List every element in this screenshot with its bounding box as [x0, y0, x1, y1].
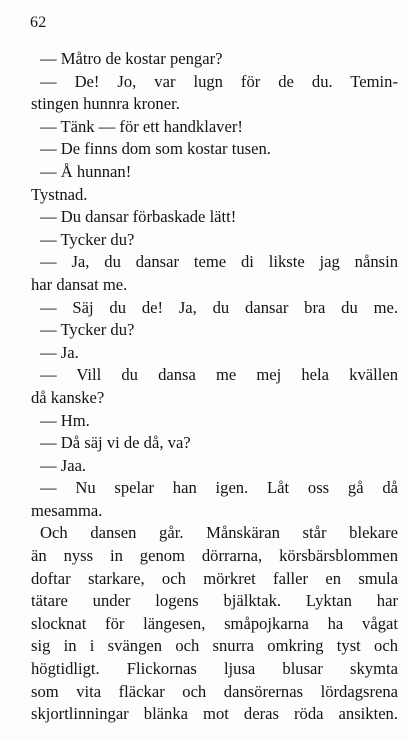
text-line: — Tycker du?: [40, 320, 135, 340]
text-line: — Du dansar förbaskade lätt!: [40, 207, 237, 227]
text-line: än nyss in genom dörrarna, körsbärsblommen: [31, 546, 398, 566]
text-line: stingen hunnra kroner.: [31, 94, 180, 114]
text-line: — Jaa.: [40, 455, 87, 475]
text-line: slocknat för längesen, småpojkarna ha vågat: [31, 613, 398, 633]
text-line: högtidligt. Flickornas ljusa blusar skymta: [31, 659, 398, 679]
text-line: som vita fläckar och dansörernas lördagsrena: [31, 681, 398, 701]
page-number: 62: [30, 14, 47, 31]
text-line: — Vill du dansa me mej hela kvällen: [40, 365, 398, 385]
body-text: [31, 48, 398, 726]
text-line: har dansat me.: [31, 274, 128, 294]
text-line: doftar starkare, och mörkret faller en smula: [31, 568, 398, 588]
text-line: — Måtro de kostar pengar?: [40, 49, 223, 68]
text-line: — Då säj vi de då, va?: [40, 433, 191, 453]
text-line: — Nu spelar han igen. Låt oss gå då: [40, 478, 398, 498]
text-line: — Säj du de! Ja, du dansar bra du me.: [40, 297, 398, 317]
text-line: Tystnad.: [31, 184, 88, 204]
text-line: — De! Jo, var lugn för de du. Temin-: [40, 71, 398, 91]
text-line: — Tycker du?: [40, 229, 135, 249]
text-line: Och dansen går. Månskäran står blekare: [40, 523, 398, 543]
text-line: — Ja.: [40, 342, 79, 362]
text-line: tätare under logens bjälktak. Lyktan har: [31, 591, 398, 611]
text-line: — Tänk — för ett handklaver!: [40, 116, 243, 136]
text-line: — De finns dom som kostar tusen.: [40, 139, 271, 159]
text-line: sig in i svängen och snurra omkring tyst och: [31, 636, 398, 656]
text-line: — Ja, du dansar teme di likste jag nånsin: [40, 252, 398, 272]
text-line: mesamma.: [31, 500, 103, 520]
text-line: — Hm.: [40, 410, 90, 430]
text-line: — Å hunnan!: [40, 161, 132, 181]
text-line: skjortlinningar blänka mot deras röda ansikten.: [31, 704, 398, 724]
text-line: då kanske?: [31, 387, 105, 407]
